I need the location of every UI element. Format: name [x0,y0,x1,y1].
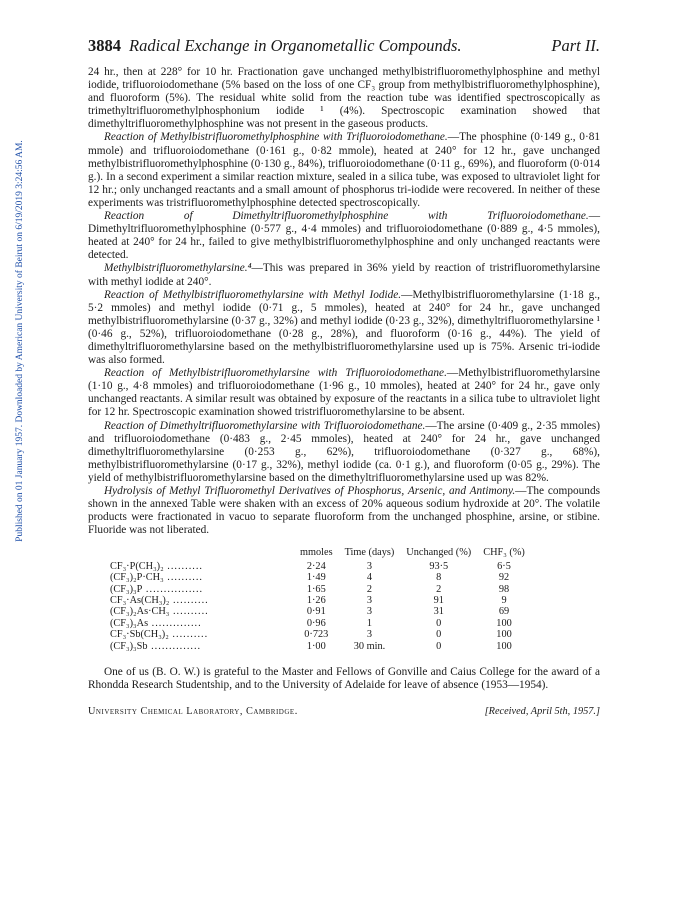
page-header [88,36,600,56]
paragraph-heading: Methylbistrifluoromethylarsine.⁴ [104,262,252,275]
body-text [88,66,600,537]
table-header-cell [104,547,294,560]
leader-dots: .......... [169,595,209,606]
table-row [104,595,531,606]
compound-formula: (CF₃)₃P [110,583,143,595]
table-header-row [104,547,531,560]
compound-cell [104,572,294,583]
compound-formula: (CF₃)₂P·CH₃ [110,572,164,584]
table-cell: 8 [436,572,442,584]
leader-dots: ................ [142,583,204,595]
paragraph [88,289,600,368]
footer [88,706,600,717]
table-cell: 100 [496,629,512,641]
compound-formula: (CF₃)₃Sb [110,640,148,652]
running-title: Radical Exchange in Organometallic Compounds. [129,36,462,55]
paragraph-heading: Reaction of Methylbistrifluoromethylphosphine with Trifluoroiodomethane. [104,131,448,144]
paragraph-heading: Hydrolysis of Methyl Trifluoromethyl Derivatives of Phosphorus, Arsenic, and Antimony. [104,485,516,497]
paragraph-heading: Reaction of Methylbistrifluoromethylarsine with Trifluoroiodomethane. [104,367,447,380]
table-cell: 1·00 [306,640,326,652]
leader-dots: .......... [168,629,209,641]
compound-formula: (CF₃)₂As·CH₃ [110,606,170,618]
table-cell: 9 [501,595,507,606]
compound-cell [104,606,294,617]
table-cell: 3 [366,595,373,606]
table-header-cell: Unchanged (%) [406,547,472,559]
table-row [104,606,531,617]
leader-dots: .............. [147,640,202,652]
paragraph [88,210,600,262]
table-cell: 100 [496,640,512,652]
table-cell: 3 [366,606,373,618]
hydrolysis-table [104,547,531,652]
table-cell: 31 [433,606,444,618]
received-date: [Received, April 5th, 1957.] [484,706,600,718]
paragraph [88,367,600,419]
page-number: 3884 [88,36,121,55]
table-cell: 2 [436,583,442,595]
compound-cell [104,629,294,640]
table-cell: 92 [498,572,510,584]
acknowledgement: One of us (B. O. W.) is grateful to the Master and Fellows of Gonville and Caius College for the award of a Rhondda Research Studentship, and to the University of Adelaide for leave of absence (1953—1954). [88,666,600,692]
leader-dots: .......... [163,560,204,572]
compound-formula: (CF₃)₃As [110,617,149,629]
table-row [104,641,531,652]
paragraph-text: —The phosphine (0·149 g., 0·81 mmole) and trifluoroiodomethane (0·161 g., 0·82 mmole), heated at 240° for 12 hr., gave unchanged methylbistrifluoromethylphosphine (0·130 g., 84%), trifluoroiodomethane (0·11 g., 69%), and fluoroform (0·014 g.). In a second experiment a similar reaction mixture, sealed in a silica tube, was exposed to ultraviolet light for 12 hr.; only unchanged reactants and a small amount of phosphorus tri-iodide were recovered. In neither of these experiments was tristrifluoromethylphosphine detected spectroscopically. [88,131,600,209]
paragraph-text: —The arsine (0·409 g., 2·35 mmoles) and trifluoroiodomethane (0·483 g., 2·45 mmoles), heated at 240° for 24 hr., gave unchanged dimethyltrifluoromethylarsine (0·253 g., 62%), trifluoroiodomethane (0·327 g., 68%), methylbistrifluoromethylarsine (0·17 g., 32%), methyl iodide (ca. 0·1 g.), and fluoroform (0·05 g., 29%). The yield of methylbistrifluoromethylarsine based on the dimethyltrifluoromethylarsine used up was 82%. [88,419,600,484]
paragraph [88,420,600,485]
paragraph-text: —This was prepared in 36% yield by reaction of tristrifluoromethylarsine with methyl iodide at 240°. [88,262,600,288]
table-cell: 2 [366,583,373,595]
table-cell: 2·24 [306,560,326,572]
table-header-cell: CHF₃ (%) [483,547,525,559]
table-cell: 100 [496,617,512,629]
table-row [104,618,531,629]
running-part: Part II. [551,36,600,55]
table-row [104,572,531,583]
table-cell: 4 [366,572,373,584]
table-cell: 3 [366,560,373,572]
compound-formula: CF₃·As(CH₃)₂ [110,595,170,606]
table-row [104,561,531,572]
compound-cell [104,561,294,572]
table-cell: 1 [366,617,373,629]
table-cell: 93·5 [429,560,449,572]
paragraph-text: —The compounds shown in the annexed Table were shaken with an excess of 20% aqueous sodium hydroxide at 20°. The volatile products were fractionated in vacuo to separate fluoroform from the unchanged phosphine, arsine, or stibine. Fluoride was not liberated. [88,485,600,537]
leader-dots: .......... [163,572,204,584]
table-row [104,629,531,640]
paper-page [88,36,600,717]
table-cell: 91 [433,595,444,606]
paragraph-text: —Dimethyltrifluoromethylphosphine (0·577 g., 4·4 mmoles) and trifluoroiodomethane (0·889 g., 4·5 mmoles), heated at 240° for 24 hr., failed to give methylbistrifluoromethylphosphine and only unchanged reactants were detected. [88,210,600,262]
table-cell: 98 [498,583,510,595]
table-cell: 3 [366,629,373,641]
paragraph [88,485,600,537]
table-cell: 1·49 [306,572,326,584]
table-cell: 0·96 [306,617,326,629]
download-watermark-text: Published on 01 January 1957. Downloaded by American University of Beirut on 6/19/2019 3:24:56 AM. [15,140,25,542]
paragraph-heading: Reaction of Dimethyltrifluoromethylphosphine with Trifluoroiodomethane. [104,210,589,223]
table-header-cell: Time (days) [344,547,395,559]
compound-cell [104,618,294,629]
paragraph [88,262,600,288]
table-row [104,584,531,595]
compound-cell [104,595,294,606]
compound-formula: CF₃·Sb(CH₃)₂ [110,629,169,641]
table-cell: 0 [436,640,442,652]
laboratory-address: University Chemical Laboratory, Cambridge. [88,706,298,718]
paragraph [88,66,600,131]
leader-dots: .............. [148,617,202,629]
paragraph [88,131,600,210]
table-cell: 0·723 [304,629,329,641]
paragraph-text: —Methylbistrifluoromethylarsine (1·18 g., 5·2 mmoles) and methyl iodide (0·71 g., 5 mmoles), heated at 240° for 24 hr., gave unchanged methylbistrifluoromethylarsine (0·37 g., 32%) and methyl iodide (0·23 g., 32%), dimethyltrifluoromethylarsine ¹ (0·46 g., 52%), trifluoroiodomethane (0·28 g., 28%), and fluoroform (0·16 g., 44%). The yield of dimethyltrifluoromethylarsine based on the methylbistrifluoromethylarsine used up is 75%. Arsenic tri-iodide was also formed. [88,288,600,367]
paragraph-heading: Reaction of Methylbistrifluoromethylarsine with Methyl Iodide. [104,288,402,301]
download-watermark [0,0,30,912]
table-cell: 1·65 [306,583,326,595]
compound-formula: CF₃·P(CH₃)₂ [110,560,164,572]
table-cell: 0·91 [306,606,326,618]
table-cell: 0 [436,617,442,629]
paragraph-heading: Reaction of Dimethyltrifluoromethylarsine with Trifluoroiodomethane. [104,419,426,432]
table-cell: 6·5 [497,560,511,572]
paragraph-text: —Methylbistrifluoromethylarsine (1·10 g., 4·8 mmoles) and trifluoroiodomethane (1·96 g., 10 mmoles), heated at 240° for 24 hr., gave only unchanged reactants. A similar result was obtained by exposure of the reactants in a silica tube to ultraviolet light for 12 hr. Spectroscopic examination showed tristrifluoromethylarsine to be absent. [88,367,600,419]
leader-dots: .......... [169,606,209,618]
table-cell: 69 [498,606,510,618]
table-header-cell: mmoles [300,547,333,559]
compound-cell [104,641,294,652]
paragraph-text: 24 hr., then at 228° for 10 hr. Fractionation gave unchanged methylbistrifluoromethylphosphine and methyl iodide, trifluoroiodomethane (5% based on the loss of one CF₃ group from methylbistrifluoromethylphosphine), and fluoroform (5%). The residual white solid from the reaction tube was identified spectroscopically as trimethyltrifluoromethylphosphonium iodide ¹ (4%). Spectroscopic examination showed that dimethyltrifluoromethylphosphine was not present in the gaseous products. [88,66,600,131]
compound-cell [104,584,294,595]
table-cell: 30 min. [353,640,386,652]
table-cell: 0 [436,629,442,641]
table-cell: 1·26 [306,595,326,606]
